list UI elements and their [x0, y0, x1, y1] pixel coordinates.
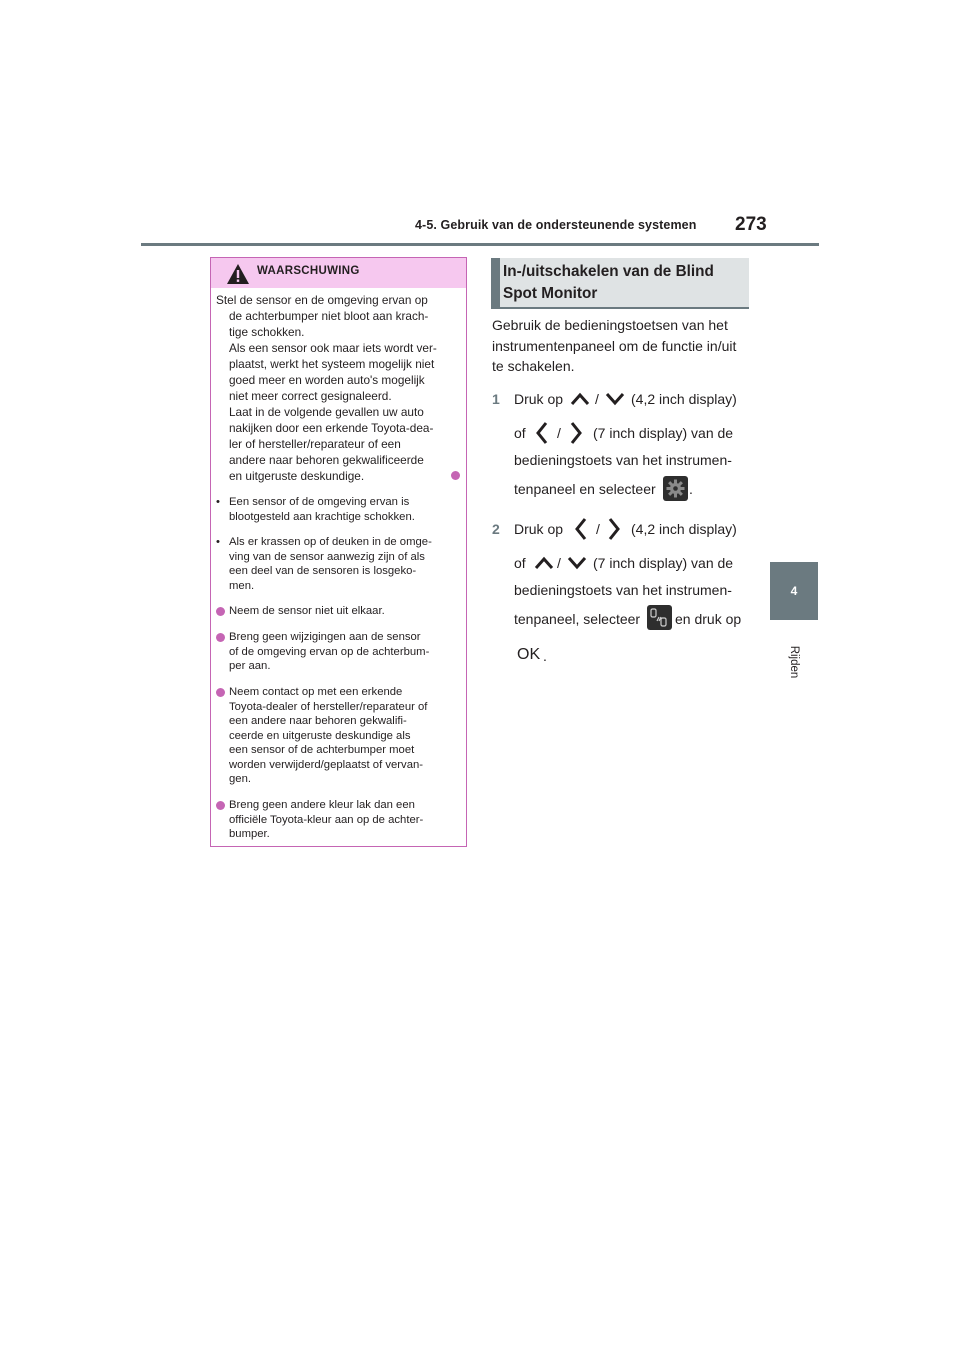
step-number: 2 [492, 521, 500, 537]
gear-icon [663, 476, 688, 501]
bullet-line: een sensor of de achterbumper moet [229, 744, 415, 756]
bullet-line: per aan. [229, 660, 271, 672]
small-bullet-icon: • [216, 536, 220, 548]
warning-sub-bullet [216, 535, 461, 593]
heading-line: Spot Monitor [503, 284, 598, 302]
chevron-left-icon [535, 421, 549, 445]
bullet-line: officiële Toyota-kleur aan op de achter- [229, 813, 424, 826]
warning-title: WAARSCHUWING [257, 265, 360, 277]
warning-triangle-icon [226, 263, 250, 285]
ok-button-label: OK [517, 646, 541, 663]
bullet-line: worden verwijderd/geplaatst of vervan- [229, 758, 424, 771]
step-text: en druk op [675, 611, 742, 627]
warning-sub-bullet [216, 495, 461, 524]
warning-text-line: tige schokken. [229, 325, 305, 339]
pink-dot-icon [216, 630, 225, 647]
small-bullet-icon: • [216, 496, 220, 508]
warning-text-line: andere naar behoren gekwalificeerde [229, 453, 424, 467]
pink-dot-icon [216, 604, 225, 621]
bullet-line: Breng geen andere kleur lak dan een [229, 799, 415, 811]
warning-text-line: niet meer correct gesignaleerd. [229, 389, 392, 403]
warning-text-line: goed meer en worden auto's mogelijk [229, 373, 425, 387]
bullet-line: ceerde en uitgeruste deskundige als [229, 729, 411, 742]
warning-text-line: en uitgeruste deskundige. [229, 469, 365, 483]
section-heading [491, 258, 749, 309]
bullet-line: Breng geen wijzigingen aan de sensor [229, 631, 421, 643]
warning-text-line: Stel de sensor en de omgeving ervan op [216, 293, 428, 307]
section-title: 4-5. Gebruik van de ondersteunende systemen [415, 218, 697, 232]
step-text: / [595, 391, 599, 407]
step-text: / [557, 425, 561, 441]
chevron-right-icon [607, 517, 621, 541]
step-text: (4,2 inch display) [631, 521, 737, 537]
warning-text-line: plaatst, werkt het systeem mogelijk niet [229, 357, 435, 371]
step-text: . [689, 481, 693, 497]
warning-dot-bullet [216, 630, 461, 674]
heading-accent-bar [491, 258, 500, 307]
step-text: (4,2 inch display) [631, 391, 737, 407]
step-text: bedieningstoets van het instrumen- [514, 582, 732, 598]
heading-line: In-/uitschakelen van de Blind [503, 263, 714, 280]
page-number: 273 [735, 214, 767, 235]
step-text: bedieningstoets van het instrumen- [514, 452, 732, 468]
step-text: Druk op [514, 391, 564, 407]
bullet-line: blootgesteld aan krachtige schokken. [229, 510, 415, 523]
chevron-left-icon [574, 517, 588, 541]
step-number: 1 [492, 391, 500, 407]
bullet-line: Neem de sensor niet uit elkaar. [229, 605, 385, 617]
warning-dot-bullet [216, 685, 461, 787]
warning-header [211, 258, 466, 288]
chapter-label-text: Rijden [788, 645, 800, 679]
bullet-line: ving van de sensor aanwezig zijn of als [229, 550, 425, 563]
warning-text-line: Als een sensor ook maar iets wordt ver- [229, 341, 437, 355]
bullet-line: bumper. [229, 828, 270, 840]
warning-dot-bullet [216, 604, 461, 619]
pink-dot-icon [216, 685, 225, 702]
intro-line: instrumentenpaneel om de functie in/uit [492, 338, 737, 354]
warning-box [210, 257, 467, 847]
bullet-line: men. [229, 579, 255, 592]
warning-dot-bullet [216, 798, 461, 842]
warning-text-line: ler of hersteller/reparateur of een [229, 437, 401, 451]
warning-text-line: de achterbumper niet bloot aan krach- [229, 309, 429, 323]
chevron-up-icon [570, 391, 590, 407]
pink-dot-icon [216, 798, 225, 815]
bullet-line: Toyota-dealer of hersteller/reparateur of [229, 700, 428, 713]
bullet-line: of de omgeving ervan op de achterbum- [229, 645, 430, 658]
chapter-number: 4 [790, 584, 798, 598]
chevron-down-icon [605, 391, 625, 407]
chevron-right-icon [569, 421, 583, 445]
bullet-line: een deel van de sensoren is losgeko- [229, 565, 417, 577]
chapter-label [770, 632, 818, 692]
bullet-line: Als er krassen op of deuken in de omge- [229, 536, 432, 548]
header-rule [141, 243, 819, 246]
step-text: of [514, 425, 526, 441]
chevron-up-icon [534, 555, 554, 571]
blind-spot-monitor-icon [647, 605, 672, 630]
section-heading-text [503, 261, 714, 304]
step-text: / [596, 521, 600, 537]
end-mark-dot [451, 471, 460, 480]
bullet-line: Een sensor of de omgeving ervan is [229, 496, 410, 508]
step-text: / [557, 555, 561, 571]
intro-line: Gebruik de bedieningstoetsen van het [492, 317, 728, 333]
warning-text-line: nakijken door een erkende Toyota-dea- [229, 421, 434, 435]
step-text: tenpaneel, selecteer [514, 611, 641, 627]
step-text: tenpaneel en selecteer [514, 481, 656, 497]
step-text: (7 inch display) van de [593, 555, 734, 571]
warning-text-line: Laat in de volgende gevallen uw auto [229, 405, 424, 419]
chevron-down-icon [567, 555, 587, 571]
step-text: Druk op [514, 521, 564, 537]
bullet-line: een andere naar behoren gekwalifi- [229, 715, 407, 727]
intro-line: te schakelen. [492, 358, 575, 374]
chapter-tab [770, 562, 818, 620]
step-text: . [543, 648, 547, 664]
step-text: (7 inch display) van de [593, 425, 734, 441]
bullet-line: Neem contact op met een erkende [229, 686, 403, 698]
step-text: of [514, 555, 526, 571]
bullet-line: gen. [229, 773, 251, 785]
